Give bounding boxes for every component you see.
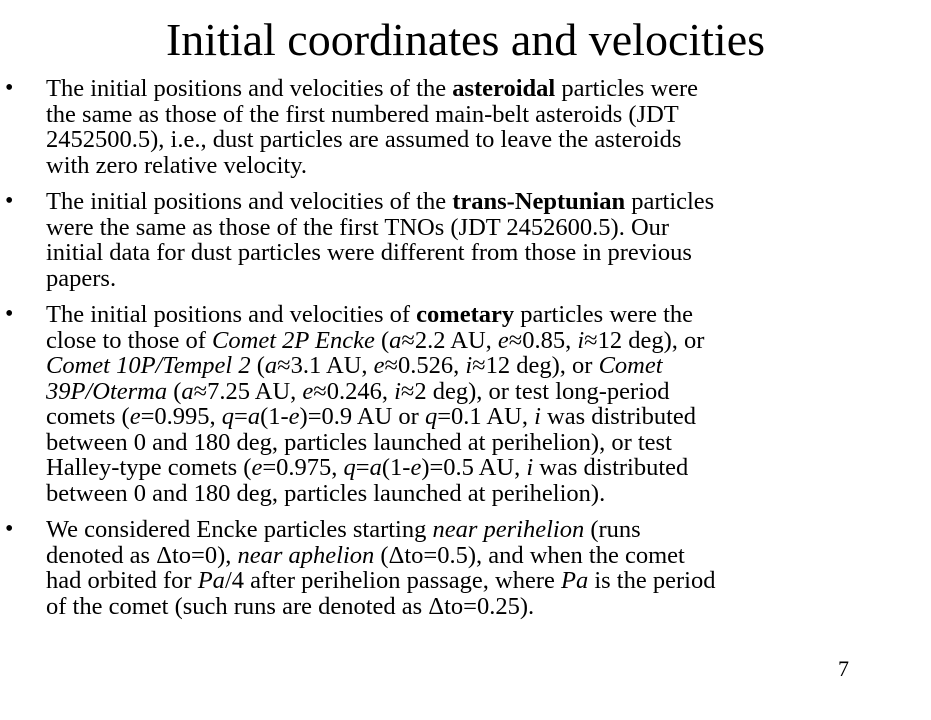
text-run: with zero relative velocity. (46, 151, 307, 179)
bullet-line (46, 153, 911, 179)
text-run: cometary (416, 301, 515, 328)
bullet-line (46, 568, 911, 594)
text-run: /4 after perihelion passage, where (224, 567, 561, 594)
text-run: We considered Encke particles starting (46, 516, 433, 543)
bullet-line (46, 240, 911, 266)
text-run: papers. (46, 264, 117, 292)
text-run: between 0 and 180 deg, particles launched at perihelion), or test (46, 428, 672, 456)
text-run: e (251, 454, 263, 481)
text-run: close to those of (46, 326, 213, 354)
bullet-item (0, 189, 931, 291)
text-run: ≈7.25 AU, (193, 377, 303, 405)
text-run: ≈3.1 AU, (277, 352, 374, 379)
text-run: ≈2 deg), or test long-period (400, 377, 670, 405)
text-run: 39P/Oterma (46, 377, 168, 405)
text-run: Pa (561, 567, 589, 594)
text-run: particles were (555, 75, 699, 102)
bullet-line (46, 302, 911, 328)
text-run: Comet (598, 352, 663, 379)
text-run: e (410, 454, 422, 481)
bullet-item (0, 302, 931, 506)
text-run: 2452500.5), i.e., dust particles are assumed to leave the asteroids (46, 126, 682, 153)
text-run: a (264, 352, 278, 379)
slide-title: Initial coordinates and velocities (165, 14, 766, 65)
text-run: i (577, 326, 585, 354)
bullet-line (46, 379, 911, 405)
text-run: q (221, 403, 235, 430)
text-run: near perihelion (432, 516, 585, 543)
text-run: = (355, 454, 370, 481)
text-run: =0.1 AU, (437, 403, 535, 430)
bullet-line (46, 517, 911, 543)
text-run: a (181, 377, 194, 405)
text-run: was distributed (540, 403, 697, 430)
text-run: Comet 10P/Tempel 2 (46, 352, 251, 379)
text-run: ( (250, 352, 265, 379)
bullet-item (0, 517, 931, 619)
text-run: a (247, 403, 261, 430)
bullet-line (46, 215, 911, 241)
text-run: the same as those of the first numbered main-belt asteroids (JDT (46, 100, 679, 128)
text-run: is the period (588, 567, 716, 594)
text-run: )=0.9 AU or (299, 403, 425, 430)
bullet-line (46, 404, 911, 430)
text-run: q (343, 454, 356, 481)
text-run: ≈0.85, (508, 326, 578, 354)
text-run: (Δto=0.5), and when the comet (374, 541, 685, 569)
text-run: ( (167, 377, 182, 405)
bullet-line (46, 543, 911, 569)
text-run: was distributed (533, 454, 689, 481)
bullet-line (46, 266, 911, 292)
text-run: The initial positions and velocities of the (46, 188, 453, 215)
text-run: Comet 2P Encke (212, 326, 375, 354)
text-run: ≈12 deg), or (472, 352, 599, 379)
text-run: ( (374, 326, 390, 354)
text-run: near aphelion (237, 541, 375, 569)
bullet-marker: • (5, 516, 14, 542)
text-run: The initial positions and velocities of the (46, 75, 453, 102)
text-run: e (497, 326, 509, 354)
bullet-line (46, 455, 911, 481)
bullet-line (46, 353, 911, 379)
text-run: i (526, 454, 534, 481)
text-run: Halley-type comets ( (46, 454, 252, 481)
text-run: = (234, 403, 248, 430)
text-run: e (302, 377, 314, 405)
text-run: (1- (260, 403, 289, 430)
text-run: asteroidal (452, 75, 556, 102)
text-run: )=0.5 AU, (421, 454, 527, 481)
text-run: particles (625, 188, 715, 215)
text-run: trans-Neptunian (452, 188, 626, 215)
text-run: ≈0.526, (384, 352, 466, 379)
text-run: ≈12 deg), or (584, 326, 705, 354)
text-run: a (369, 454, 382, 481)
bullet-line (46, 430, 911, 456)
text-run: (1- (381, 454, 411, 481)
text-run: =0.975, (262, 454, 344, 481)
bullet-marker: • (5, 75, 14, 101)
bullet-line (46, 594, 911, 620)
text-run: initial data for dust particles were different from those in previous (46, 239, 692, 266)
text-run: comets ( (46, 403, 130, 430)
page-number: 7 (838, 656, 849, 681)
text-run: i (394, 377, 401, 405)
text-run: (runs (584, 516, 641, 543)
text-run: i (465, 352, 473, 379)
bullet-list (0, 76, 931, 619)
bullet-line (46, 102, 911, 128)
bullet-item (0, 76, 931, 178)
text-run: between 0 and 180 deg, particles launched at perihelion). (46, 479, 606, 507)
text-run: i (534, 403, 541, 430)
text-run: a (389, 326, 402, 354)
text-run: particles were the (514, 301, 694, 328)
bullet-line (46, 76, 911, 102)
text-run: e (288, 403, 300, 430)
text-run: had orbited for (46, 567, 198, 594)
text-run: ≈0.246, (313, 377, 395, 405)
text-run: q (424, 403, 438, 430)
bullet-line (46, 189, 911, 215)
bullet-marker: • (5, 188, 14, 214)
text-run: =0.995, (140, 403, 222, 430)
text-run: of the comet (such runs are denoted as Δto=0.25). (46, 592, 535, 620)
bullet-marker: • (5, 301, 14, 327)
text-run: denoted as Δto=0), (46, 541, 238, 569)
bullet-line (46, 481, 911, 507)
text-run: Pa (197, 567, 225, 594)
text-run: ≈2.2 AU, (401, 326, 498, 354)
text-run: The initial positions and velocities of (46, 301, 417, 328)
text-run: e (129, 403, 141, 430)
text-run: e (373, 352, 385, 379)
bullet-line (46, 127, 911, 153)
bullet-line (46, 328, 911, 354)
text-run: were the same as those of the first TNOs (JDT 2452600.5). Our (46, 213, 670, 241)
